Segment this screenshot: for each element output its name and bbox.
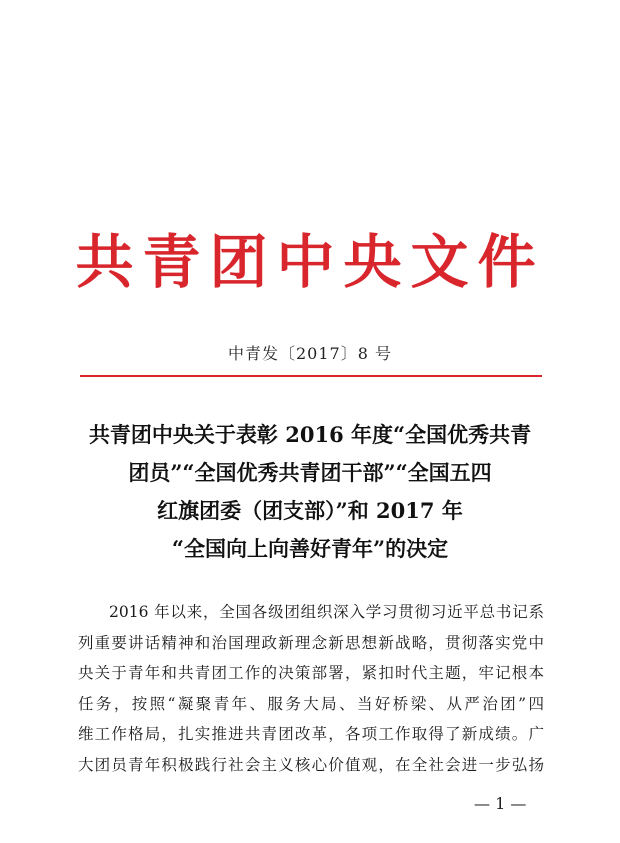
title-line: 红旗团委（团支部）”和 2017 年	[157, 498, 463, 523]
red-divider-line	[80, 375, 542, 377]
title-line: 共青团中央关于表彰 2016 年度“全国优秀共青	[88, 422, 532, 447]
body-line: 维工作格局，扎实推进共青团改革，各项工作取得了新成绩。广	[78, 725, 544, 743]
document-body	[78, 597, 544, 780]
document-masthead: 共青团中央文件	[75, 228, 545, 296]
body-line: 大团员青年积极践行社会主义核心价值观，在全社会进一步弘扬	[78, 755, 544, 774]
body-line: 列重要讲话精神和治国理政新理念新思想新战略，贯彻落实党中	[78, 633, 544, 652]
document-number: 中青发〔2017〕8 号	[228, 344, 392, 363]
body-line: 2016 年以来，全国各级团组织深入学习贯彻习近平总书记系	[109, 603, 544, 621]
page-number: — 1 —	[474, 794, 527, 813]
title-line: “全国向上向善好青年”的决定	[171, 536, 449, 561]
body-line: 任务，按照“凝聚青年、服务大局、当好桥梁、从严治团”四	[78, 694, 544, 713]
document-title	[60, 416, 560, 568]
body-line: 央关于青年和共青团工作的决策部署，紧扣时代主题，牢记根本	[78, 664, 544, 682]
title-line: 团员”“全国优秀共青团干部”“全国五四	[128, 460, 492, 485]
